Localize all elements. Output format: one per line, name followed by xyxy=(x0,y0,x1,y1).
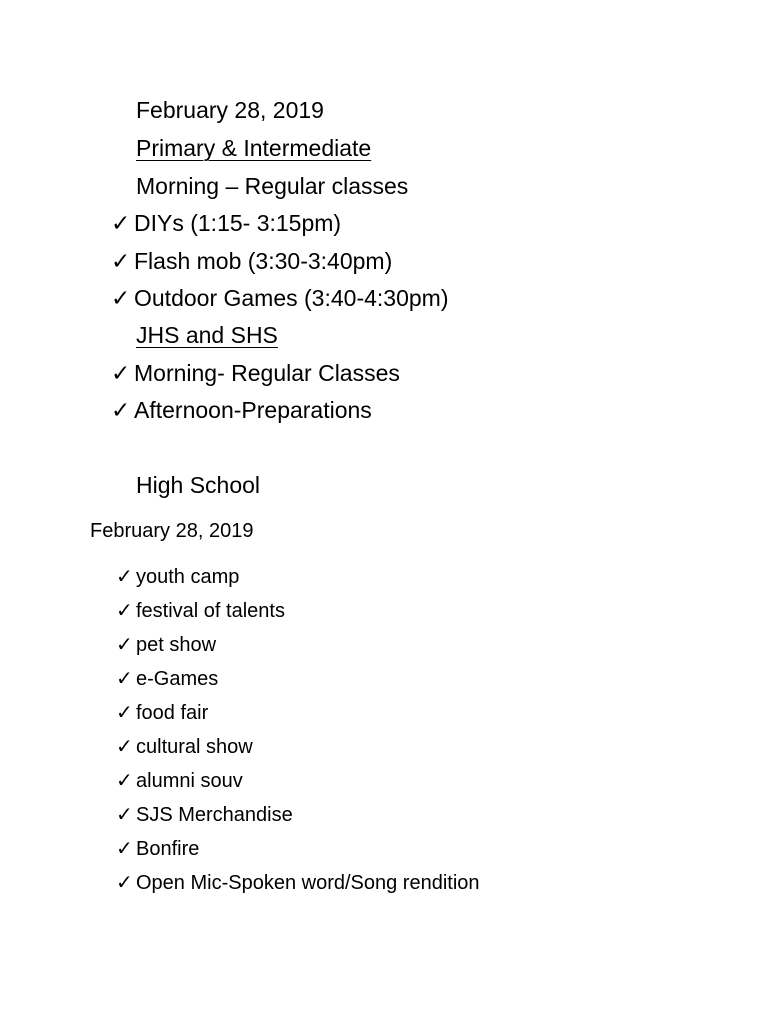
checkmark-icon: ✓ xyxy=(111,361,131,387)
checkmark-icon: ✓ xyxy=(116,598,133,622)
list-item-label: Bonfire xyxy=(136,838,200,860)
list-item xyxy=(116,734,253,759)
high-school-date: February 28, 2019 xyxy=(90,520,254,542)
list-item xyxy=(116,870,480,895)
checkmark-icon: ✓ xyxy=(111,249,131,275)
list-item-label: Flash mob (3:30-3:40pm) xyxy=(134,248,393,274)
jhs-shs-heading: JHS and SHS xyxy=(136,322,278,348)
list-item xyxy=(111,359,400,388)
checkmark-icon: ✓ xyxy=(116,700,133,724)
list-item xyxy=(116,666,218,691)
checkmark-icon: ✓ xyxy=(111,211,131,237)
list-item xyxy=(116,836,199,861)
list-item-label: e-Games xyxy=(136,668,219,690)
list-item-label: Afternoon-Preparations xyxy=(134,397,372,423)
checkmark-icon: ✓ xyxy=(116,836,133,860)
list-item-label: DIYs (1:15- 3:15pm) xyxy=(134,210,342,236)
checkmark-icon: ✓ xyxy=(116,802,133,826)
checkmark-icon: ✓ xyxy=(116,632,133,656)
primary-intermediate-heading: Primary & Intermediate xyxy=(136,135,372,161)
checkmark-icon: ✓ xyxy=(111,286,131,312)
list-item-label: cultural show xyxy=(136,736,253,758)
schedule-date: February 28, 2019 xyxy=(136,97,324,123)
list-item-label: SJS Merchandise xyxy=(136,804,293,826)
list-item-label: youth camp xyxy=(136,566,240,588)
checkmark-icon: ✓ xyxy=(116,666,133,690)
list-item xyxy=(111,247,392,276)
list-item-label: festival of talents xyxy=(136,600,285,622)
list-item-label: Open Mic-Spoken word/Song rendition xyxy=(136,872,480,894)
checkmark-icon: ✓ xyxy=(116,768,133,792)
high-school-heading: High School xyxy=(136,472,261,498)
list-item xyxy=(116,598,285,623)
checkmark-icon: ✓ xyxy=(116,870,133,894)
list-item xyxy=(116,564,239,589)
list-item xyxy=(116,700,208,725)
list-item xyxy=(111,396,372,425)
list-item-label: Outdoor Games (3:40-4:30pm) xyxy=(134,285,449,311)
list-item-label: food fair xyxy=(136,702,209,724)
list-item-label: Morning- Regular Classes xyxy=(134,360,400,386)
list-item-label: pet show xyxy=(136,634,217,656)
checkmark-icon: ✓ xyxy=(116,734,133,758)
list-item xyxy=(111,284,448,313)
list-item-label: alumni souv xyxy=(136,770,243,792)
list-item xyxy=(116,768,243,793)
list-item xyxy=(116,632,216,657)
primary-morning-text: Morning – Regular classes xyxy=(136,173,409,199)
list-item xyxy=(116,802,293,827)
checkmark-icon: ✓ xyxy=(111,398,131,424)
checkmark-icon: ✓ xyxy=(116,564,133,588)
list-item xyxy=(111,209,341,238)
